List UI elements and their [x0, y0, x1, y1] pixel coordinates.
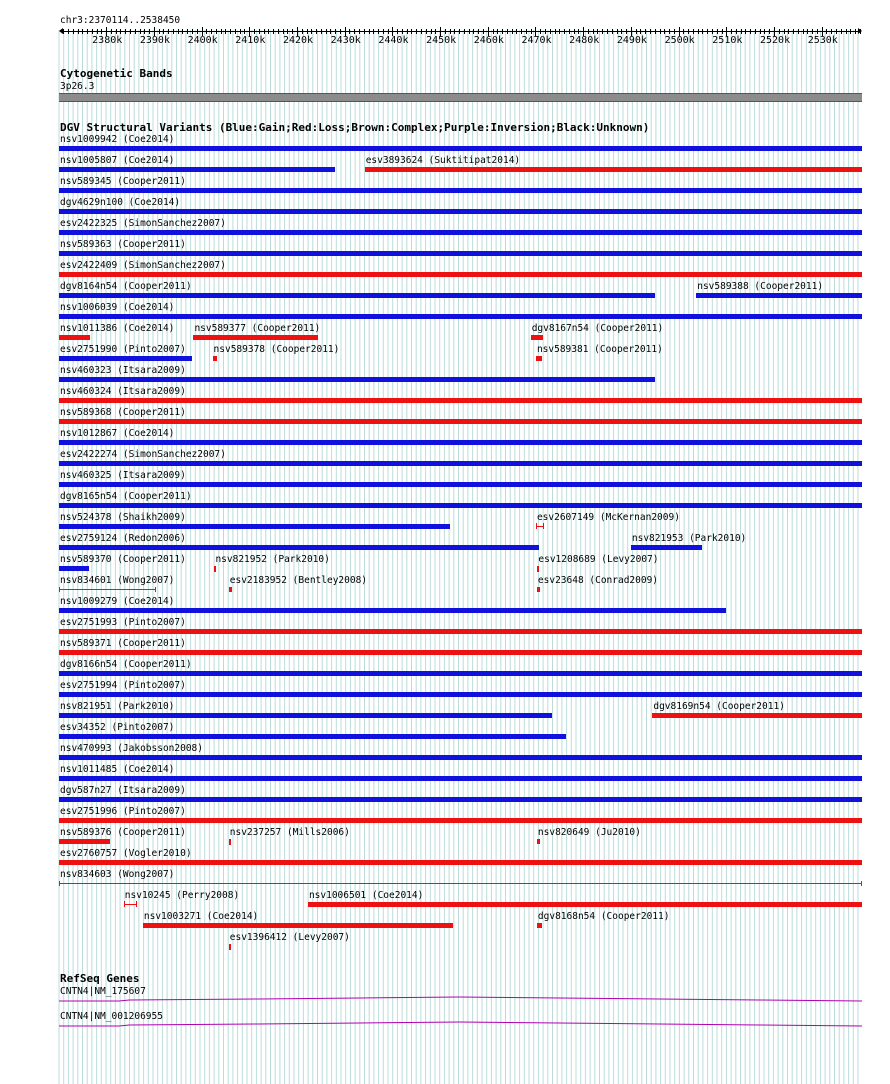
- ruler-minor-tick: [235, 29, 236, 34]
- ruler-minor-tick: [860, 29, 861, 34]
- cyto-track-title: Cytogenetic Bands: [60, 67, 173, 80]
- variant-bar[interactable]: [59, 398, 862, 403]
- ruler-minor-tick: [555, 29, 556, 34]
- ruler-minor-tick: [168, 29, 169, 34]
- ruler-minor-tick: [578, 29, 579, 34]
- ruler-minor-tick: [211, 29, 212, 34]
- variant-bar[interactable]: [308, 902, 862, 907]
- variant-label: nsv1009279 (Coe2014): [60, 596, 175, 607]
- variant-label: nsv1005807 (Coe2014): [60, 155, 175, 166]
- variant-label: esv2751993 (Pinto2007): [60, 617, 186, 628]
- variant-bar[interactable]: [59, 860, 862, 865]
- ruler-minor-tick: [826, 29, 827, 34]
- ruler-minor-tick: [273, 29, 274, 34]
- ruler-minor-tick: [850, 29, 851, 34]
- ruler-minor-tick: [149, 29, 150, 34]
- ruler-minor-tick: [411, 29, 412, 34]
- variant-label: nsv460325 (Itsara2009): [60, 470, 186, 481]
- ruler-minor-tick: [435, 29, 436, 34]
- ruler-minor-tick: [636, 29, 637, 34]
- ruler-tick-label: 2430k: [330, 35, 361, 46]
- ruler-minor-tick: [144, 29, 145, 34]
- variant-bar[interactable]: [59, 713, 552, 718]
- variant-label: nsv589378 (Cooper2011): [213, 344, 340, 355]
- ruler-minor-tick: [97, 29, 98, 34]
- variant-label: nsv1009942 (Coe2014): [60, 134, 175, 145]
- ruler-minor-tick: [182, 29, 183, 34]
- ruler-minor-tick: [597, 29, 598, 34]
- variant-bar[interactable]: [59, 335, 90, 340]
- ruler-minor-tick: [130, 29, 131, 34]
- ruler-minor-tick: [545, 29, 546, 34]
- ruler-minor-tick: [359, 29, 360, 34]
- variant-label: esv2751996 (Pinto2007): [60, 806, 186, 817]
- variant-label: esv23648 (Conrad2009): [537, 575, 659, 586]
- ruler-minor-tick: [640, 29, 641, 34]
- ruler-minor-tick: [712, 29, 713, 34]
- ruler-minor-tick: [364, 29, 365, 34]
- ruler-minor-tick: [354, 29, 355, 34]
- variant-label: esv2751994 (Pinto2007): [60, 680, 186, 691]
- ruler-minor-tick: [111, 29, 112, 34]
- ruler-minor-tick: [330, 29, 331, 34]
- ruler-tick-label: 2390k: [139, 35, 170, 46]
- ruler-minor-tick: [221, 29, 222, 34]
- variant-bar[interactable]: [59, 608, 726, 613]
- variant-label: nsv1006501 (Coe2014): [308, 890, 424, 901]
- ruler-minor-tick: [416, 29, 417, 34]
- ruler-minor-tick: [135, 29, 136, 34]
- ruler-minor-tick: [125, 29, 126, 34]
- ruler-minor-tick: [178, 29, 179, 34]
- variant-label: nsv589371 (Cooper2011): [60, 638, 186, 649]
- variant-end-tick: [155, 587, 156, 592]
- variant-label: dgv8167n54 (Cooper2011): [531, 323, 664, 334]
- variant-bar[interactable]: [143, 923, 453, 928]
- variant-label: nsv589388 (Cooper2011): [697, 281, 824, 292]
- variant-bar[interactable]: [193, 335, 318, 340]
- ruler-minor-tick: [683, 29, 684, 34]
- ruler-minor-tick: [302, 29, 303, 34]
- ruler-minor-tick: [693, 29, 694, 34]
- variant-label: nsv589345 (Cooper2011): [60, 176, 186, 187]
- ruler-minor-tick: [559, 29, 560, 34]
- variant-bar[interactable]: [531, 335, 543, 340]
- variant-end-tick: [59, 587, 60, 592]
- ruler-minor-tick: [841, 29, 842, 34]
- ruler-minor-tick: [526, 29, 527, 34]
- ruler-minor-tick: [731, 29, 732, 34]
- ruler-minor-tick: [264, 29, 265, 34]
- ruler-minor-tick: [426, 29, 427, 34]
- variant-label: dgv587n27 (Itsara2009): [60, 785, 186, 796]
- variant-label: nsv589363 (Cooper2011): [60, 239, 186, 250]
- variant-bar[interactable]: [59, 566, 89, 571]
- ruler-minor-tick: [311, 29, 312, 34]
- ruler-minor-tick: [745, 29, 746, 34]
- ruler-minor-tick: [621, 29, 622, 34]
- variant-label: esv2422274 (SimonSanchez2007): [60, 449, 226, 460]
- ruler-minor-tick: [388, 29, 389, 34]
- ruler-minor-tick: [459, 29, 460, 34]
- variant-bar[interactable]: [59, 167, 335, 172]
- ruler-minor-tick: [464, 29, 465, 34]
- variant-label: nsv589376 (Cooper2011): [60, 827, 186, 838]
- variant-label: dgv8166n54 (Cooper2011): [60, 659, 192, 670]
- ruler-minor-tick: [326, 29, 327, 34]
- variant-label: nsv524378 (Shaikh2009): [60, 512, 186, 523]
- variant-end-tick: [124, 901, 125, 907]
- variant-label: esv2759124 (Redon2006): [60, 533, 186, 544]
- ruler-minor-tick: [497, 29, 498, 34]
- variant-bar[interactable]: [59, 461, 862, 466]
- variant-bar[interactable]: [59, 188, 862, 193]
- ruler-minor-tick: [516, 29, 517, 34]
- ruler-minor-tick: [87, 29, 88, 34]
- ruler-minor-tick: [292, 29, 293, 34]
- variant-label: dgv8169n54 (Cooper2011): [653, 701, 785, 712]
- variant-bar[interactable]: [59, 692, 862, 697]
- ruler-minor-tick: [383, 29, 384, 34]
- variant-label: nsv834601 (Wong2007): [60, 575, 175, 586]
- variant-bar[interactable]: [59, 251, 862, 256]
- ruler-minor-tick: [674, 29, 675, 34]
- ruler-minor-tick: [140, 29, 141, 34]
- ruler-minor-tick: [750, 29, 751, 34]
- ruler-minor-tick: [197, 29, 198, 34]
- variant-bar[interactable]: [59, 671, 862, 676]
- variant-bar[interactable]: [59, 545, 539, 550]
- ruler-minor-tick: [216, 29, 217, 34]
- ruler-minor-tick: [607, 29, 608, 34]
- ruler-minor-tick: [63, 29, 64, 34]
- ruler-minor-tick: [688, 29, 689, 34]
- ruler-minor-tick: [764, 29, 765, 34]
- ruler-minor-tick: [469, 29, 470, 34]
- variant-label: nsv1006039 (Coe2014): [60, 302, 175, 313]
- variant-bar[interactable]: [696, 293, 862, 298]
- ruler-minor-tick: [431, 29, 432, 34]
- ruler-minor-tick: [402, 29, 403, 34]
- gene-label: CNTN4|NM_175607: [60, 986, 146, 997]
- variant-bar[interactable]: [537, 839, 540, 844]
- variant-label: esv2422325 (SimonSanchez2007): [60, 218, 226, 229]
- ruler-minor-tick: [788, 29, 789, 34]
- variant-label: esv2760757 (Vogler2010): [60, 848, 192, 859]
- ruler-minor-tick: [116, 29, 117, 34]
- ruler-minor-tick: [521, 29, 522, 34]
- variant-label: dgv8164n54 (Cooper2011): [60, 281, 192, 292]
- refseq-track-title: RefSeq Genes: [60, 972, 140, 985]
- locus-label: chr3:2370114..2538450: [60, 15, 181, 26]
- ruler-minor-tick: [736, 29, 737, 34]
- ruler-minor-tick: [807, 29, 808, 34]
- variant-bar[interactable]: [537, 566, 539, 572]
- ruler-tick-label: 2480k: [569, 35, 600, 46]
- ruler-minor-tick: [593, 29, 594, 34]
- variant-bar[interactable]: [229, 839, 231, 845]
- variant-label: nsv460324 (Itsara2009): [60, 386, 186, 397]
- variant-label: esv1396412 (Levy2007): [229, 932, 350, 943]
- ruler-minor-tick: [120, 29, 121, 34]
- variant-bar[interactable]: [59, 818, 862, 823]
- variant-bar[interactable]: [59, 230, 862, 235]
- ruler-minor-tick: [340, 29, 341, 34]
- variant-bar[interactable]: [59, 503, 862, 508]
- ruler-minor-tick: [82, 29, 83, 34]
- variant-bar[interactable]: [537, 923, 542, 928]
- ruler-minor-tick: [617, 29, 618, 34]
- ruler-minor-tick: [755, 29, 756, 34]
- variant-bar[interactable]: [59, 839, 110, 844]
- ruler-minor-tick: [602, 29, 603, 34]
- ruler-minor-tick: [741, 29, 742, 34]
- variant-label: nsv1012867 (Coe2014): [60, 428, 175, 439]
- ruler-minor-tick: [259, 29, 260, 34]
- variant-label: dgv4629n100 (Coe2014): [60, 197, 181, 208]
- variant-label: nsv470993 (Jakobsson2008): [60, 743, 203, 754]
- ruler-tick-label: 2410k: [235, 35, 266, 46]
- variant-bar[interactable]: [59, 524, 450, 529]
- ruler-tick-label: 2520k: [759, 35, 791, 46]
- variant-bar[interactable]: [59, 629, 862, 634]
- variant-label: esv2607149 (McKernan2009): [536, 512, 680, 523]
- gene-model-cntn4-nm001206955[interactable]: [59, 1018, 862, 1030]
- variant-label: nsv460323 (Itsara2009): [60, 365, 186, 376]
- variant-bar[interactable]: [59, 650, 862, 655]
- ruler-minor-tick: [702, 29, 703, 34]
- ruler-minor-tick: [831, 29, 832, 34]
- variant-label: nsv1011485 (Coe2014): [60, 764, 175, 775]
- ruler-minor-tick: [550, 29, 551, 34]
- ruler-minor-tick: [73, 29, 74, 34]
- ruler-minor-tick: [769, 29, 770, 34]
- ruler-tick-label: 2490k: [616, 35, 647, 46]
- ruler-minor-tick: [187, 29, 188, 34]
- ruler-minor-tick: [206, 29, 207, 34]
- ruler-minor-tick: [612, 29, 613, 34]
- ruler-minor-tick: [655, 29, 656, 34]
- ruler-minor-tick: [473, 29, 474, 34]
- ruler-minor-tick: [664, 29, 665, 34]
- variant-bar[interactable]: [59, 440, 862, 445]
- variant-label: dgv8165n54 (Cooper2011): [60, 491, 192, 502]
- variant-bar[interactable]: [59, 314, 862, 319]
- variant-bar[interactable]: [59, 482, 862, 487]
- ruler-minor-tick: [784, 29, 785, 34]
- variant-label: esv2183952 (Bentley2008): [229, 575, 368, 586]
- ruler-tick-label: 2380k: [92, 35, 123, 46]
- variant-label: esv3893624 (Suktitipat2014): [365, 155, 521, 166]
- variant-label: nsv1011386 (Coe2014): [60, 323, 175, 334]
- ruler-minor-tick: [283, 29, 284, 34]
- variant-bar[interactable]: [213, 356, 217, 361]
- ruler-minor-tick: [397, 29, 398, 34]
- ruler-minor-tick: [855, 29, 856, 34]
- ruler-minor-tick: [450, 29, 451, 34]
- ruler-minor-tick: [421, 29, 422, 34]
- ruler-minor-tick: [502, 29, 503, 34]
- ruler-tick-label: 2460k: [473, 35, 504, 46]
- variant-label: nsv821952 (Park2010): [215, 554, 330, 565]
- ruler-minor-tick: [812, 29, 813, 34]
- ruler-minor-tick: [669, 29, 670, 34]
- variant-bar[interactable]: [59, 272, 862, 277]
- ruler-minor-tick: [698, 29, 699, 34]
- ruler-minor-tick: [540, 29, 541, 34]
- ruler-tick-label: 2500k: [664, 35, 695, 46]
- ruler-minor-tick: [650, 29, 651, 34]
- ruler-minor-tick: [779, 29, 780, 34]
- variant-label: nsv821953 (Park2010): [631, 533, 747, 544]
- variant-bar[interactable]: [59, 734, 566, 739]
- ruler-minor-tick: [569, 29, 570, 34]
- ruler-minor-tick: [240, 29, 241, 34]
- ruler-tick-label: 2470k: [521, 35, 552, 46]
- ruler-minor-tick: [478, 29, 479, 34]
- variant-label: nsv1003271 (Coe2014): [143, 911, 259, 922]
- ruler-minor-tick: [793, 29, 794, 34]
- variant-label: esv2422409 (SimonSanchez2007): [60, 260, 226, 271]
- variant-label: esv34352 (Pinto2007): [60, 722, 175, 733]
- ruler-minor-tick: [92, 29, 93, 34]
- gene-model-cntn4-nm175607[interactable]: [59, 993, 862, 1005]
- variant-bar[interactable]: [536, 356, 542, 361]
- variant-bar[interactable]: [59, 883, 862, 884]
- ruler-minor-tick: [564, 29, 565, 34]
- ruler-tick-label: 2450k: [426, 35, 457, 46]
- ruler-minor-tick: [268, 29, 269, 34]
- variant-bar[interactable]: [59, 209, 862, 214]
- ruler-minor-tick: [173, 29, 174, 34]
- variant-end-tick: [136, 901, 137, 907]
- ruler-minor-tick: [760, 29, 761, 34]
- ruler-minor-tick: [836, 29, 837, 34]
- variant-label: nsv821951 (Park2010): [60, 701, 175, 712]
- ruler-minor-tick: [445, 29, 446, 34]
- variant-end-tick: [59, 881, 60, 886]
- variant-label: nsv589377 (Cooper2011): [194, 323, 321, 334]
- ruler-tick-label: 2530k: [807, 35, 838, 46]
- ruler-minor-tick: [717, 29, 718, 34]
- ruler-tick-label: 2400k: [187, 35, 218, 46]
- dgv-track-title: DGV Structural Variants (Blue:Gain;Red:Loss;Brown:Complex;Purple:Inversion;Black:Unknown): [60, 121, 650, 134]
- ruler-minor-tick: [846, 29, 847, 34]
- ruler-minor-tick: [78, 29, 79, 34]
- ruler-minor-tick: [101, 29, 102, 34]
- ruler-minor-tick: [225, 29, 226, 34]
- ruler-minor-tick: [349, 29, 350, 34]
- ruler-minor-tick: [798, 29, 799, 34]
- ruler-minor-tick: [512, 29, 513, 34]
- variant-bar[interactable]: [365, 167, 862, 172]
- ruler-minor-tick: [645, 29, 646, 34]
- variant-bar[interactable]: [59, 293, 655, 298]
- variant-label: nsv10245 (Perry2008): [124, 890, 240, 901]
- ruler-minor-tick: [378, 29, 379, 34]
- ruler-tick-label: 2510k: [712, 35, 743, 46]
- variant-bar[interactable]: [537, 587, 540, 592]
- ruler-minor-tick: [407, 29, 408, 34]
- ruler-minor-tick: [483, 29, 484, 34]
- variant-bar[interactable]: [229, 944, 231, 950]
- ruler-minor-tick: [321, 29, 322, 34]
- ruler-minor-tick: [493, 29, 494, 34]
- gene-label: CNTN4|NM_001206955: [60, 1011, 163, 1022]
- ruler-minor-tick: [574, 29, 575, 34]
- variant-bar[interactable]: [214, 566, 216, 572]
- ruler-minor-tick: [507, 29, 508, 34]
- variant-end-tick: [861, 881, 862, 886]
- variant-bar[interactable]: [59, 356, 192, 361]
- ruler-minor-tick: [163, 29, 164, 34]
- ruler-minor-tick: [707, 29, 708, 34]
- ruler-minor-tick: [68, 29, 69, 34]
- variant-bar[interactable]: [59, 419, 862, 424]
- variant-end-tick: [543, 523, 544, 529]
- variant-bar[interactable]: [631, 545, 702, 550]
- variant-label: dgv8168n54 (Cooper2011): [537, 911, 670, 922]
- ruler-minor-tick: [454, 29, 455, 34]
- variant-bar[interactable]: [59, 755, 862, 760]
- ruler-minor-tick: [278, 29, 279, 34]
- ruler-minor-tick: [531, 29, 532, 34]
- ruler-minor-tick: [307, 29, 308, 34]
- ruler-minor-tick: [588, 29, 589, 34]
- ruler-tick-label: 2440k: [378, 35, 409, 46]
- variant-label: nsv589368 (Cooper2011): [60, 407, 186, 418]
- ruler-minor-tick: [159, 29, 160, 34]
- variant-label: nsv820649 (Ju2010): [537, 827, 641, 838]
- variant-label: esv1208689 (Levy2007): [538, 554, 659, 565]
- variant-bar[interactable]: [229, 587, 232, 592]
- variant-bar[interactable]: [59, 776, 862, 781]
- ruler-minor-tick: [254, 29, 255, 34]
- variant-bar[interactable]: [59, 377, 655, 382]
- ruler-minor-tick: [287, 29, 288, 34]
- ruler-minor-tick: [244, 29, 245, 34]
- cytoband-ideogram[interactable]: [59, 93, 862, 102]
- variant-label: nsv589370 (Cooper2011): [60, 554, 186, 565]
- ruler-minor-tick: [722, 29, 723, 34]
- ruler-minor-tick: [626, 29, 627, 34]
- ruler-minor-tick: [335, 29, 336, 34]
- variant-bar[interactable]: [59, 146, 862, 151]
- variant-label: esv2751990 (Pinto2007): [60, 344, 186, 355]
- variant-end-tick: [536, 523, 537, 529]
- cyto-band-label: 3p26.3: [60, 81, 95, 92]
- ruler-minor-tick: [369, 29, 370, 34]
- ruler-minor-tick: [803, 29, 804, 34]
- ruler-minor-tick: [817, 29, 818, 34]
- variant-label: nsv834603 (Wong2007): [60, 869, 175, 880]
- variant-bar[interactable]: [59, 589, 156, 590]
- ruler-minor-tick: [660, 29, 661, 34]
- ruler-minor-tick: [373, 29, 374, 34]
- ruler-minor-tick: [316, 29, 317, 34]
- ruler-minor-tick: [192, 29, 193, 34]
- ruler-minor-tick: [230, 29, 231, 34]
- variant-bar[interactable]: [59, 797, 862, 802]
- ruler-tick-label: 2420k: [282, 35, 314, 46]
- variant-label: nsv237257 (Mills2006): [229, 827, 350, 838]
- variant-label: nsv589381 (Cooper2011): [536, 344, 663, 355]
- variant-bar[interactable]: [652, 713, 862, 718]
